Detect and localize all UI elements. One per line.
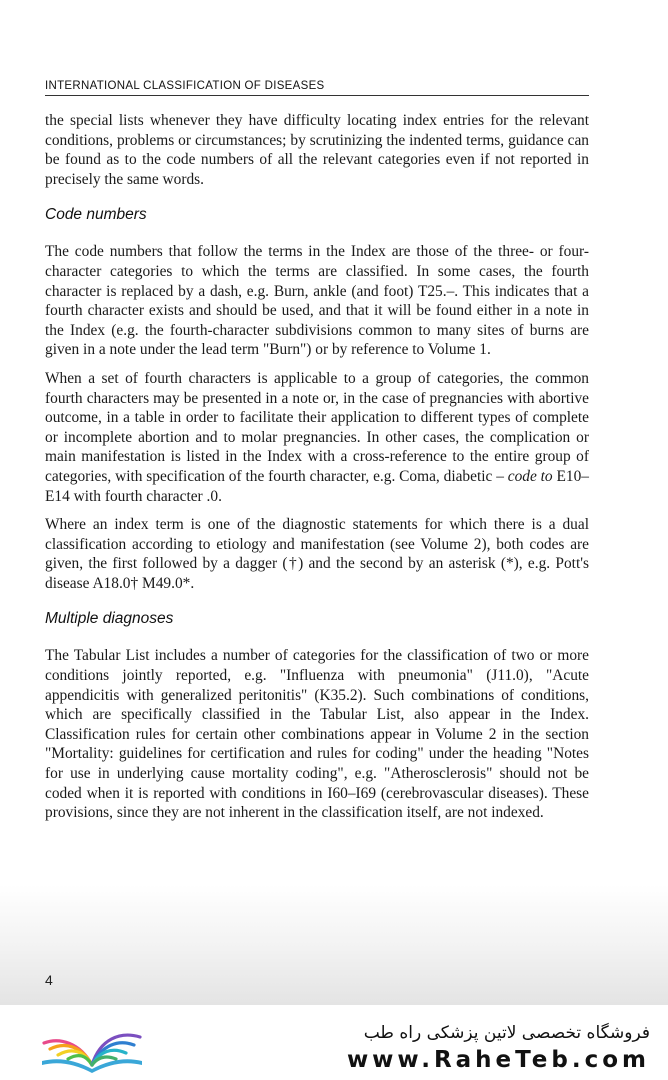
paragraph-dual-classification: Where an index term is one of the diagnostic statements for which there is a dual classification according to etiology and manifestation (see Volume 2), both codes are given, the first followed by a dagger (†) and the second by an asterisk (*), e.g. Pott's disease A18.0† M49.0*. [45, 516, 589, 592]
page-number: 4 [45, 972, 53, 988]
store-url-link[interactable]: www.RaheTeb.com [346, 1047, 650, 1073]
paragraph-fourth-characters [45, 369, 589, 506]
running-header: INTERNATIONAL CLASSIFICATION OF DISEASES [45, 80, 589, 96]
paragraph-fourth-characters-main: When a set of fourth characters is applicable to a group of categories, the common fourth characters may be presented in a note or, in the case of pregnancies with abortive outcome, in a table in order to facilitate their application to different types of complete or incomplete abortion and to molar pregnancies. In other cases, the complication or main manifestation is listed in the Index with a cross-reference to the entire group of categories, with specification of the fourth character, e.g. Coma, diabetic – [45, 369, 589, 485]
section-heading-multiple-diagnoses: Multiple diagnoses [45, 610, 174, 628]
store-name: فروشگاه تخصصی لاتین پزشکی راه طب [363, 1023, 650, 1043]
paragraph-multiple-diagnoses: The Tabular List includes a number of categories for the classification of two or more conditions jointly reported, e.g. "Influenza with pneumonia" (J11.0), "Acute appendicitis with generalized peritonitis" (K35.2). Such combinations of conditions, which are specifically classified in the Tabular List, also appear in the Index. Classification rules for certain other combinations appear in Volume 2 in the section "Mortality: guidelines for certification and rules for coding" under the heading "Notes for use in underlying cause mortality coding", e.g. "Atherosclerosis" should not be coded when it is reported with conditions in I60–I69 (cerebrovascular diseases). These provisions, since they are not inherent in the classification itself, are not indexed. [45, 647, 589, 822]
code-to-italic: code to [507, 467, 553, 485]
section-heading-code-numbers: Code numbers [45, 206, 147, 224]
page-body [45, 111, 589, 832]
paragraph-fourth-characters-end: E10–E14 with fourth character .0. [45, 467, 589, 505]
publisher-footer [0, 1005, 668, 1080]
paragraph-code-numbers: The code numbers that follow the terms in the Index are those of the three- or four-character categories to which the terms are classified. In some cases, the fourth character is replaced by a dash, e.g. Burn, ankle (and foot) T25.–. This indicates that a fourth character exists and should be used, and that it will be found either in a note in the Index (e.g. the fourth-character subdivisions common to many sites of burns are given in a note under the lead term "Burn") or by reference to Volume 1. [45, 243, 589, 359]
open-book-logo-icon [36, 1021, 148, 1073]
paragraph-continuation: the special lists whenever they have difficulty locating index entries for the relevant conditions, problems or circumstances; by scrutinizing the indented terms, guidance can be found as to the code numbers of all the relevant categories even if not reported in precisely the same words. [45, 112, 589, 188]
